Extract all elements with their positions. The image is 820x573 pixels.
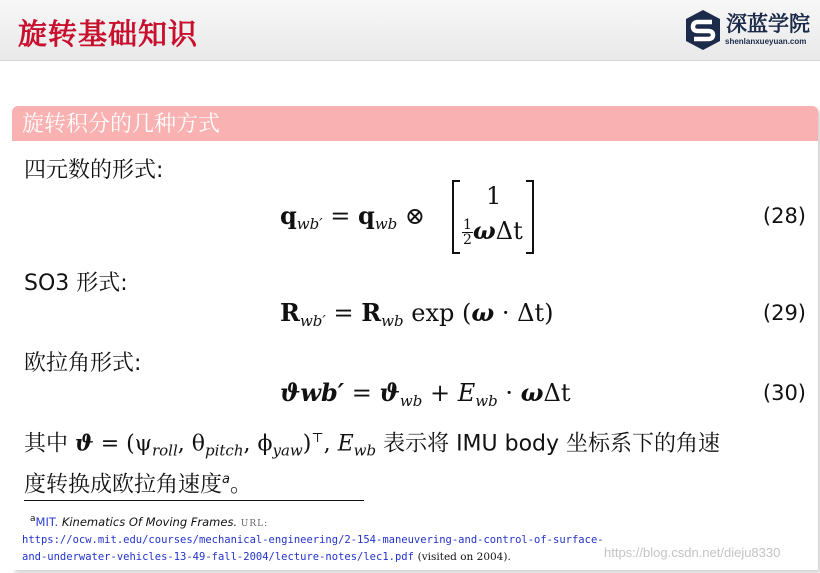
equation-28 (280, 201, 425, 233)
footnote-mark: a (30, 514, 36, 524)
eq28-otimes: ⊗ (404, 202, 426, 230)
content-block (12, 106, 818, 570)
para-c1: , θ (177, 431, 205, 457)
eq29-dt: Δt (517, 299, 545, 327)
logo-name: 深蓝学院 (726, 12, 810, 36)
eq28-rhs-sub: wb (374, 215, 398, 233)
eq30-dot: · (505, 379, 514, 407)
eq28-dt: Δt (495, 217, 523, 245)
equation-30 (280, 378, 571, 410)
eq30-plus: + (430, 379, 451, 407)
footnote-visited: (visited on 2004). (417, 551, 511, 563)
quaternion-label: 四元数的形式: (24, 158, 164, 183)
eq30-E-sub: wb (475, 392, 498, 410)
eq29-open-paren: ( (462, 299, 472, 327)
half-fraction (462, 218, 473, 247)
euler-label: 欧拉角形式: (24, 351, 142, 376)
eq29-rhs: R (361, 298, 382, 327)
para-c2: , ϕ (243, 431, 273, 457)
eq29-dot: · (501, 299, 510, 327)
eq29-omega: ω (471, 298, 495, 327)
eq30-equals: = (351, 379, 372, 407)
eq30-lhs: ϑwb′ (280, 378, 345, 407)
para-sep: , (323, 431, 331, 457)
block-title: 旋转积分的几种方式 (12, 106, 818, 141)
explanation-paragraph (24, 424, 814, 501)
eq29-close-paren: ) (544, 299, 554, 327)
eq28-lhs-sub: wb′ (296, 215, 323, 233)
s-hexagon-icon (683, 8, 723, 52)
footnote-url-label: URL: (240, 519, 269, 529)
watermark: https://blog.csdn.net/dieju8330 (604, 545, 781, 560)
para-def: = (ψ (100, 431, 152, 457)
footnote-rule (24, 500, 364, 501)
footnote-url-line1[interactable]: https://ocw.mit.edu/courses/mechanical-engineering/2-154-maneuvering-and-control-of-surface- (22, 534, 604, 546)
right-bracket (526, 180, 534, 254)
para-prefix: 其中 (24, 431, 69, 457)
para-yaw: yaw (272, 441, 303, 460)
para-transpose: ⊤ (311, 431, 324, 446)
slide-title: 旋转基础知识 (18, 17, 199, 51)
para-close: ) (302, 431, 312, 457)
eq28-rhs: q (358, 201, 375, 230)
footnote-title: Kinematics Of Moving Frames. (61, 515, 238, 529)
eq29-lhs-sub: wb′ (299, 312, 326, 330)
eq28-vector-top: 1 (486, 182, 502, 210)
eq28-number: (28) (762, 204, 806, 228)
left-bracket (452, 180, 460, 254)
slide-header (0, 0, 820, 61)
eq28-equals: = (330, 202, 351, 230)
eq30-E: E (457, 379, 476, 407)
para-E-sub: wb (353, 441, 377, 460)
eq28-lhs: q (280, 201, 297, 230)
para-text2: 度转换成欧拉角速度 (24, 472, 223, 498)
para-roll: roll (151, 441, 178, 460)
eq30-theta: ϑ (379, 378, 400, 407)
para-pitch: pitch (204, 441, 244, 460)
footnote-source-link[interactable]: MIT. (35, 515, 59, 529)
logo (683, 8, 819, 52)
frac-num: 1 (463, 217, 472, 233)
equation-29 (280, 298, 554, 330)
eq28-vector-bottom (462, 216, 523, 247)
footnote-url-line2[interactable]: and-underwater-vehicles-13-49-fall-2004/lecture-notes/lec1.pdf (22, 551, 414, 563)
eq28-omega: ω (472, 216, 496, 245)
eq30-theta-sub: wb (399, 392, 423, 410)
eq30-dt: Δt (543, 379, 571, 407)
para-end: 。 (229, 472, 252, 498)
eq29-rhs-sub: wb (381, 312, 404, 330)
eq30-number: (30) (762, 381, 806, 405)
para-theta: ϑ (75, 430, 94, 457)
eq30-omega: ω (520, 378, 544, 407)
para-note-mark[interactable]: a (222, 472, 230, 488)
para-text1: 表示将 IMU body 坐标系下的角速 (383, 431, 721, 457)
frac-den: 2 (463, 232, 472, 248)
para-E: E (337, 431, 354, 457)
so3-label: SO3 形式: (24, 271, 128, 296)
eq29-lhs: R (280, 298, 300, 327)
eq29-number: (29) (762, 301, 806, 325)
eq29-equals: = (333, 299, 354, 327)
eq29-exp: exp (411, 299, 455, 327)
logo-url: shenlanxueyuan.com (725, 37, 807, 46)
